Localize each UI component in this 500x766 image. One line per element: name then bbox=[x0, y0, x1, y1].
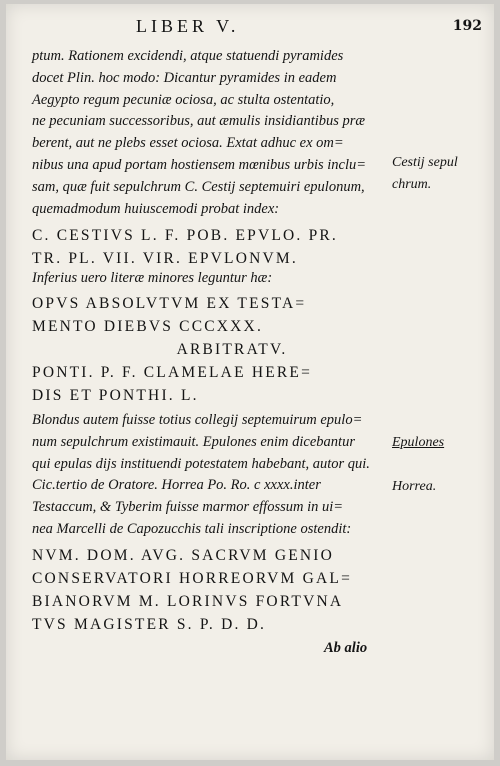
text-line: ptum. Rationem excidendi, atque statuendi pyramides bbox=[32, 48, 344, 64]
text-line: nibus una apud portam hostiensem mœnibus urbis inclu= bbox=[32, 156, 367, 173]
page-number: 192 bbox=[452, 18, 482, 34]
margin-note-cestius bbox=[392, 152, 492, 196]
inscription-line: TR. PL. VII. VIR. EPVLONVM. bbox=[32, 250, 298, 267]
text-line: num sepulchrum existimauit. Epulones enim dicebantur bbox=[32, 433, 355, 450]
text-line: Inferius uero literæ minores leguntur hæ: bbox=[32, 270, 273, 286]
catchword bbox=[324, 638, 424, 660]
text-line: qui epulas dijs instituendi potestatem habebant, autor qui. bbox=[32, 455, 370, 472]
text-line: docet Plin. hoc modo: Dicantur pyramides in eadem bbox=[32, 69, 337, 86]
margin-note-line: chrum. bbox=[392, 176, 432, 192]
book-page bbox=[6, 4, 494, 760]
inscription-cestius bbox=[32, 224, 392, 270]
text-line: Blondus autem fuisse totius collegij septemuirum epulo= bbox=[32, 412, 363, 428]
running-head: LIBER V. bbox=[136, 16, 240, 36]
text-line: ne pecuniam successoribus, aut æmulis insidiantibus præ bbox=[32, 113, 366, 130]
text-line: sam, quæ fuit sepulchrum C. Cestij septemuiri epulonum, bbox=[32, 178, 365, 195]
inscription-line: MENTO DIEBVS CCCXXX. bbox=[32, 318, 264, 335]
inscription-horrea bbox=[32, 544, 392, 636]
margin-note-horrea bbox=[392, 476, 492, 498]
inscription-line: C. CESTIVS L. F. POB. EPVLO. PR. bbox=[32, 227, 339, 244]
text-line: Testaccum, & Tyberim fuisse marmor effossum in ui= bbox=[32, 499, 344, 516]
inscription-line: BIANORVM M. LORINVS FORTVNA bbox=[32, 593, 344, 610]
margin-note-line: Epulones bbox=[392, 435, 445, 450]
text-line: quemadmodum huiuscemodi probat index: bbox=[32, 200, 280, 217]
text-line: nea Marcelli de Capozucchis tali inscriptione ostendit: bbox=[32, 520, 352, 537]
margin-note-line: Cestij sepul bbox=[392, 155, 458, 170]
inscription-line: TVS MAGISTER S. P. D. D. bbox=[32, 616, 267, 633]
margin-note-line: Horrea. bbox=[392, 479, 437, 494]
text-line: Aegypto regum pecuniæ ociosa, ac stulta ostentatio, bbox=[32, 91, 335, 108]
note-line bbox=[32, 268, 392, 290]
text-line: Cic.tertio de Oratore. Horrea Po. Ro. c xxxx.inter bbox=[32, 477, 321, 494]
inscription-opus bbox=[32, 292, 392, 407]
margin-note-epulones bbox=[392, 432, 492, 454]
catchword-text: Ab alio bbox=[324, 640, 368, 656]
inscription-line: PONTI. P. F. CLAMELAE HERE= bbox=[32, 364, 313, 381]
inscription-line: DIS ET PONTHI. L. bbox=[32, 387, 199, 404]
paragraph-1 bbox=[32, 46, 392, 220]
inscription-line: CONSERVATORI HORREORVM GAL= bbox=[32, 570, 353, 587]
page-header bbox=[136, 16, 486, 40]
inscription-line: NVM. DOM. AVG. SACRVM GENIO bbox=[32, 547, 335, 564]
paragraph-2 bbox=[32, 410, 392, 541]
inscription-line: ARBITRATV. bbox=[176, 341, 288, 358]
inscription-line: OPVS ABSOLVTVM EX TESTA= bbox=[32, 295, 307, 312]
text-line: berent, aut ne plebs esset ociosa. Extat adhuc ex om= bbox=[32, 135, 344, 152]
